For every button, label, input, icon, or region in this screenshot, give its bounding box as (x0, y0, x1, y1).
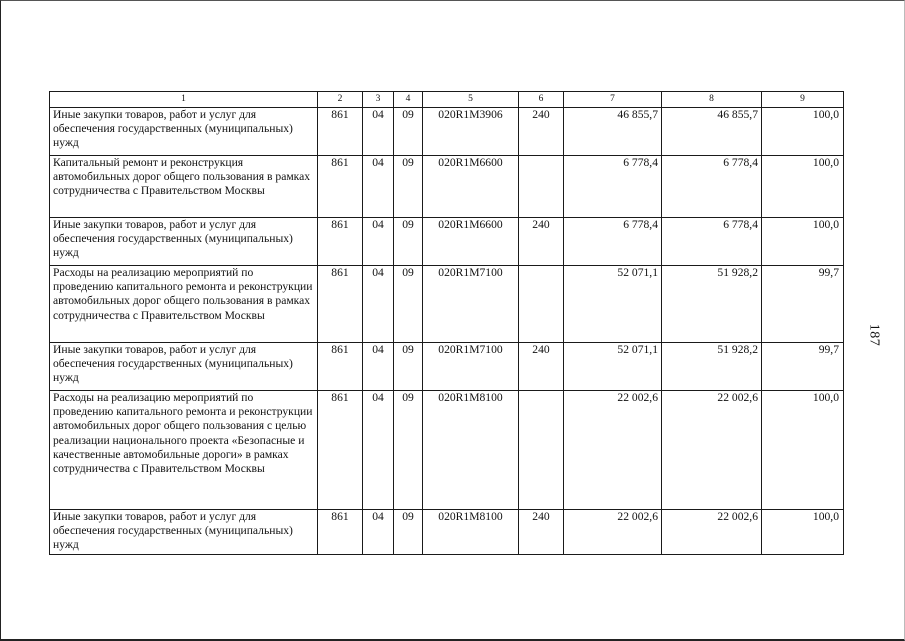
section-code-cell: 04 (363, 266, 394, 343)
expense-name-cell: Расходы на реализацию мероприятий по проведению капитального ремонта и реконструкции автомобильных дорог общего пользования в рамках сотрудничества с Правительством Москвы (50, 266, 318, 343)
execution-percent-cell: 100,0 (762, 156, 844, 218)
subsection-code-cell: 09 (394, 391, 423, 510)
expense-type-cell: 240 (519, 343, 564, 391)
execution-percent-cell: 99,7 (762, 343, 844, 391)
target-article-cell: 020R1M3906 (423, 108, 519, 156)
expense-type-cell: 240 (519, 218, 564, 266)
column-number-2: 2 (318, 92, 363, 108)
column-number-9: 9 (762, 92, 844, 108)
table-row (50, 510, 844, 555)
planned-amount-cell: 6 778,4 (564, 156, 662, 218)
expense-name-cell: Иные закупки товаров, работ и услуг для обеспечения государственных (муниципальных) нужд (50, 343, 318, 391)
subsection-code-cell: 09 (394, 343, 423, 391)
executed-amount-cell: 51 928,2 (662, 343, 762, 391)
subsection-code-cell: 09 (394, 108, 423, 156)
table-row (50, 108, 844, 156)
executed-amount-cell: 6 778,4 (662, 218, 762, 266)
target-article-cell: 020R1M6600 (423, 156, 519, 218)
execution-percent-cell: 100,0 (762, 108, 844, 156)
section-code-cell: 04 (363, 391, 394, 510)
executed-amount-cell: 46 855,7 (662, 108, 762, 156)
table-row (50, 156, 844, 218)
planned-amount-cell: 22 002,6 (564, 391, 662, 510)
grbs-code-cell: 861 (318, 218, 363, 266)
column-number-8: 8 (662, 92, 762, 108)
grbs-code-cell: 861 (318, 108, 363, 156)
table-row (50, 218, 844, 266)
section-code-cell: 04 (363, 218, 394, 266)
section-code-cell: 04 (363, 343, 394, 391)
execution-percent-cell: 100,0 (762, 218, 844, 266)
executed-amount-cell: 22 002,6 (662, 510, 762, 555)
expense-type-cell (519, 391, 564, 510)
executed-amount-cell: 22 002,6 (662, 391, 762, 510)
target-article-cell: 020R1M8100 (423, 391, 519, 510)
expense-name-cell: Иные закупки товаров, работ и услуг для обеспечения государственных (муниципальных) нужд (50, 510, 318, 555)
table-row (50, 266, 844, 343)
planned-amount-cell: 52 071,1 (564, 266, 662, 343)
target-article-cell: 020R1M8100 (423, 510, 519, 555)
grbs-code-cell: 861 (318, 391, 363, 510)
target-article-cell: 020R1M7100 (423, 266, 519, 343)
column-number-5: 5 (423, 92, 519, 108)
execution-percent-cell: 100,0 (762, 510, 844, 555)
target-article-cell: 020R1M7100 (423, 343, 519, 391)
expense-name-cell: Иные закупки товаров, работ и услуг для обеспечения государственных (муниципальных) нужд (50, 108, 318, 156)
executed-amount-cell: 51 928,2 (662, 266, 762, 343)
grbs-code-cell: 861 (318, 266, 363, 343)
expense-name-cell: Иные закупки товаров, работ и услуг для обеспечения государственных (муниципальных) нужд (50, 218, 318, 266)
planned-amount-cell: 22 002,6 (564, 510, 662, 555)
subsection-code-cell: 09 (394, 156, 423, 218)
subsection-code-cell: 09 (394, 266, 423, 343)
column-number-row (50, 92, 844, 108)
column-number-4: 4 (394, 92, 423, 108)
column-number-1: 1 (50, 92, 318, 108)
grbs-code-cell: 861 (318, 343, 363, 391)
expense-name-cell: Капитальный ремонт и реконструкция автомобильных дорог общего пользования в рамках сотрудничества с Правительством Москвы (50, 156, 318, 218)
execution-percent-cell: 99,7 (762, 266, 844, 343)
executed-amount-cell: 6 778,4 (662, 156, 762, 218)
subsection-code-cell: 09 (394, 218, 423, 266)
expense-type-cell (519, 156, 564, 218)
expense-type-cell (519, 266, 564, 343)
planned-amount-cell: 6 778,4 (564, 218, 662, 266)
planned-amount-cell: 52 071,1 (564, 343, 662, 391)
grbs-code-cell: 861 (318, 156, 363, 218)
column-number-7: 7 (564, 92, 662, 108)
execution-percent-cell: 100,0 (762, 391, 844, 510)
grbs-code-cell: 861 (318, 510, 363, 555)
section-code-cell: 04 (363, 510, 394, 555)
column-number-3: 3 (363, 92, 394, 108)
page-number: 187 (866, 323, 882, 347)
column-number-6: 6 (519, 92, 564, 108)
target-article-cell: 020R1M6600 (423, 218, 519, 266)
expense-type-cell: 240 (519, 108, 564, 156)
section-code-cell: 04 (363, 108, 394, 156)
expense-name-cell: Расходы на реализацию мероприятий по проведению капитального ремонта и реконструкции автомобильных дорог общего пользования с целью реализации национального проекта «Безопасные и качественные автомобильные дороги» в рамках сотрудничества с Правительством Москвы (50, 391, 318, 510)
planned-amount-cell: 46 855,7 (564, 108, 662, 156)
subsection-code-cell: 09 (394, 510, 423, 555)
table-row (50, 391, 844, 510)
section-code-cell: 04 (363, 156, 394, 218)
expense-type-cell: 240 (519, 510, 564, 555)
table-row (50, 343, 844, 391)
budget-table (49, 91, 844, 555)
